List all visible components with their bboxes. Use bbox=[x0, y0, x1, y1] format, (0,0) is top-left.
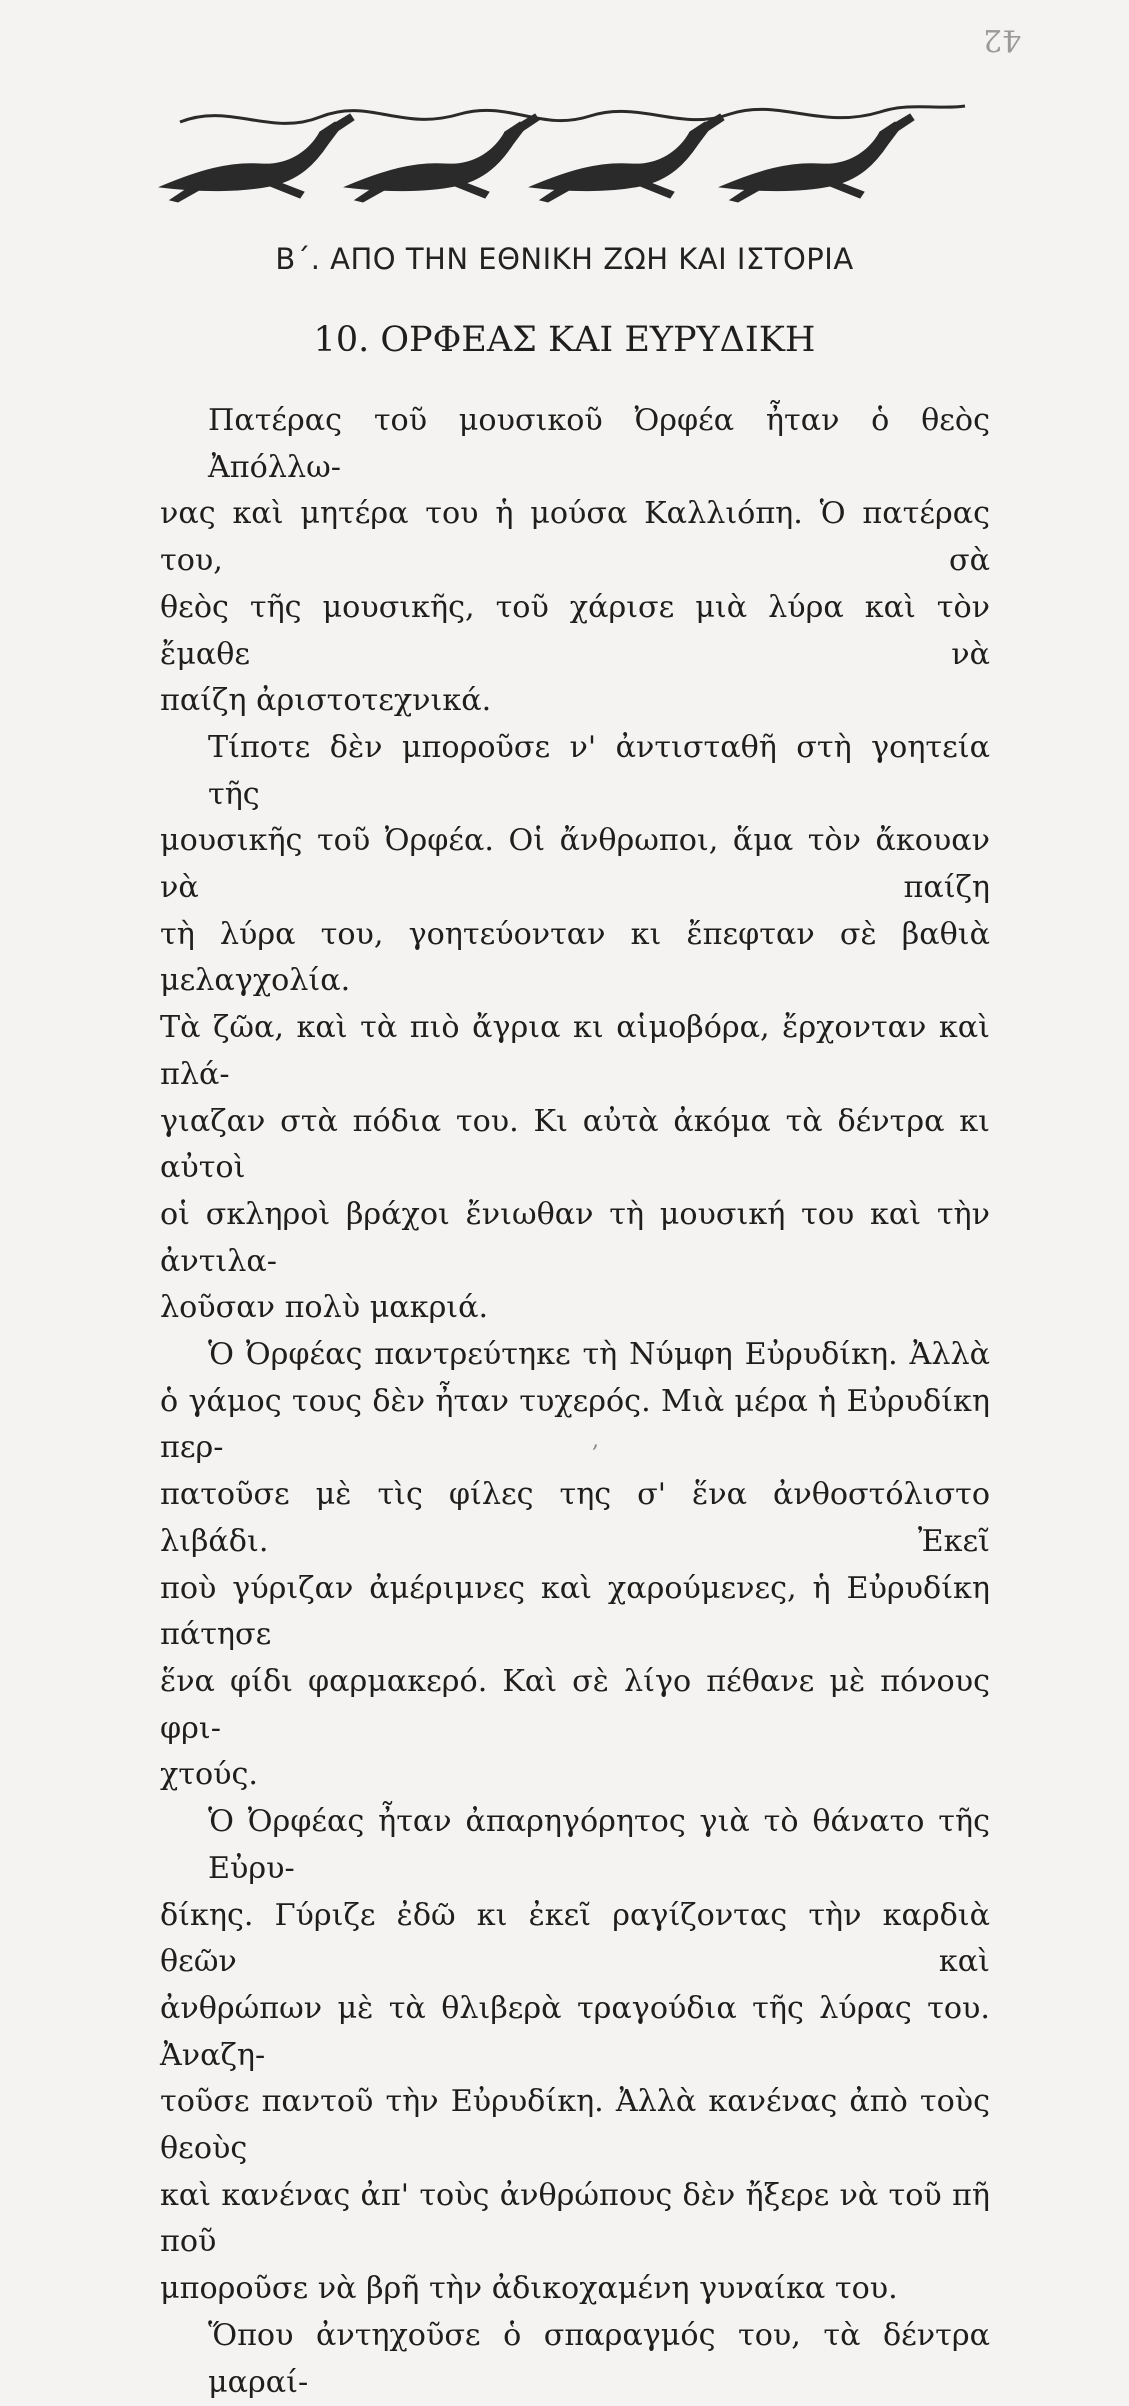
text-line: τοῦσε παντοῦ τὴν Εὐρυδίκη. Ἀλλὰ κανένας ἀπὸ τοὺς θεοὺς bbox=[160, 2084, 990, 2167]
body-text bbox=[160, 398, 990, 2406]
text-line: τὴ λύρα του, γοητεύονταν κι ἔπεφταν σὲ βαθιὰ μελαγχολία. bbox=[160, 916, 990, 999]
gazelle-4 bbox=[720, 114, 914, 202]
text-line: ἕνα φίδι φαρμακερό. Καὶ σὲ λίγο πέθανε μὲ πόνους φρι- bbox=[160, 1663, 990, 1746]
text-line: λοῦσαν πολὺ μακριά. bbox=[160, 1290, 489, 1326]
text-line: Ὁ Ὀρφέας ἦταν ἀπαρηγόρητος γιὰ τὸ θάνατο τῆς Εὐρυ- bbox=[208, 1804, 990, 1886]
chapter-title: 10. ΟΡΦΕΑΣ ΚΑΙ ΕΥΡΥΔΙΚΗ bbox=[313, 320, 816, 360]
section-heading: Β΄. ΑΠΟ ΤΗΝ ΕΘΝΙΚΗ ΖΩΗ ΚΑΙ ΙΣΤΟΡΙΑ bbox=[275, 242, 854, 276]
gazelle-3 bbox=[530, 114, 724, 202]
text-line: Τίποτε δὲν μποροῦσε ν' ἀντισταθῆ στὴ γοητεία τῆς bbox=[208, 729, 990, 812]
gazelle-frieze-ornament bbox=[140, 92, 970, 204]
paragraph bbox=[160, 398, 990, 725]
text-line: γιαζαν στὰ πόδια του. Κι αὐτὰ ἀκόμα τὰ δέντρα κι αὐτοὶ bbox=[160, 1103, 990, 1186]
text-line: Πατέρας τοῦ μουσικοῦ Ὀρφέα ἦταν ὁ θεὸς Ἀπόλλω- bbox=[208, 403, 990, 485]
text-line: οἱ σκληροὶ βράχοι ἔνιωθαν τὴ μουσική του καὶ τὴν ἀντιλα- bbox=[160, 1196, 990, 1279]
stray-mark: , bbox=[592, 1428, 599, 1453]
text-line: ἀνθρώπων μὲ τὰ θλιβερὰ τραγούδια τῆς λύρας του. Ἀναζη- bbox=[160, 1990, 990, 2073]
paragraph bbox=[160, 725, 990, 1332]
text-line: μουσικῆς τοῦ Ὀρφέα. Οἱ ἄνθρωποι, ἅμα τὸν ἄκουαν νὰ παίζη bbox=[160, 823, 990, 906]
page-number: 42 bbox=[982, 22, 1021, 57]
text-line: μποροῦσε νὰ βρῆ τὴν ἀδικοχαμένη γυναίκα του. bbox=[160, 2271, 898, 2307]
paragraph bbox=[160, 2313, 990, 2406]
text-line: χτούς. bbox=[160, 1757, 259, 1793]
text-line: ὁ γάμος τους δὲν ἦταν τυχερός. Μιὰ μέρα ἡ Εὐρυδίκη περ- bbox=[160, 1383, 990, 1466]
text-line: καὶ κανένας ἀπ' τοὺς ἀνθρώπους δὲν ἤξερε νὰ τοῦ πῆ ποῦ bbox=[160, 2177, 990, 2260]
text-line: πατοῦσε μὲ τὶς φίλες της σ' ἕνα ἀνθοστόλιστο λιβάδι. Ἐκεῖ bbox=[160, 1477, 990, 1559]
text-line: ποὺ γύριζαν ἀμέριμνες καὶ χαρούμενες, ἡ Εὐρυδίκη πάτησε bbox=[160, 1570, 990, 1653]
text-line: θεὸς τῆς μουσικῆς, τοῦ χάρισε μιὰ λύρα καὶ τὸν ἔμαθε νὰ bbox=[160, 589, 990, 672]
text-line: νας καὶ μητέρα του ἡ μούσα Καλλιόπη. Ὁ πατέρας του, σὰ bbox=[160, 496, 990, 579]
text-line: Τὰ ζῶα, καὶ τὰ πιὸ ἄγρια κι αἱμοβόρα, ἔρχονταν καὶ πλά- bbox=[160, 1010, 990, 1092]
gazelle-2 bbox=[345, 114, 539, 202]
text-line: παίζη ἀριστοτεχνικά. bbox=[160, 683, 492, 719]
text-line: δίκης. Γύριζε ἐδῶ κι ἐκεῖ ραγίζοντας τὴν καρδιὰ θεῶν καὶ bbox=[160, 1897, 990, 1980]
text-line: Ὅπου ἀντηχοῦσε ὁ σπαραγμός του, τὰ δέντρα μαραί- bbox=[208, 2317, 990, 2400]
text-line: Ὁ Ὀρφέας παντρεύτηκε τὴ Νύμφη Εὐρυδίκη. Ἀλλὰ bbox=[208, 1337, 990, 1373]
gazelle-1 bbox=[160, 114, 354, 202]
paragraph bbox=[160, 1799, 990, 2313]
paragraph bbox=[160, 1332, 990, 1799]
